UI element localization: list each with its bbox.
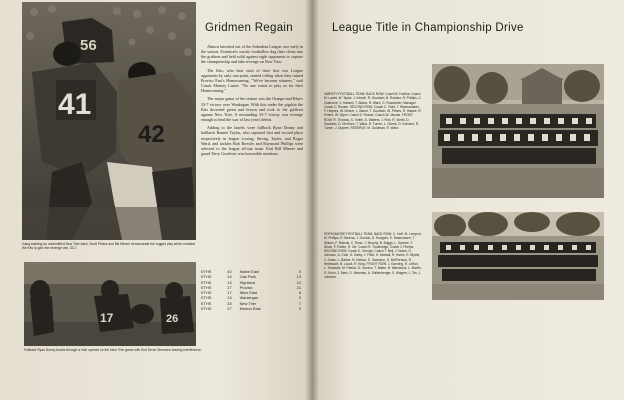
team-label: ETHS xyxy=(201,306,212,312)
article-paragraph: The Kits, who beat each of their first two League opponents by only one point, started rolling when they ruined Proviso East's Homecoming. "We've become winners," said Coach Murney Lazier. "No one wants to play us for their Homecoming." xyxy=(201,67,303,94)
eths-score: 27 xyxy=(227,284,232,290)
svg-text:41: 41 xyxy=(58,88,92,121)
eths-score: 27 xyxy=(227,306,232,312)
varsity-team-photo-image xyxy=(432,64,604,198)
team-label: ETHS xyxy=(201,290,212,296)
opponent-name: Oak Park xyxy=(239,274,256,280)
main-photo-caption: Gang-tackling an unidentified New Trier back, Scott Peters and Bill Mineer demonstrate the rugged play which enabled the Kits to gain the revenge win, 33-7. xyxy=(22,242,195,251)
right-page xyxy=(312,0,624,400)
eths-score: 17 xyxy=(227,290,232,296)
eths-score: 14 xyxy=(227,274,232,280)
opponent-score: 0 xyxy=(298,295,301,301)
article-paragraph: Almost knocked out of the Suburban League race early in the season, Evanston's varsity footballers dug their cleats into the gridiron and held solid against eight opponents to capture the championship and take revenge on New Trier. xyxy=(201,44,303,65)
opponent-name: Highland xyxy=(239,279,255,285)
opponent-name: Niles East xyxy=(239,290,258,296)
opponent-name: Waukegan xyxy=(239,295,259,301)
varsity-roster-text: VARSITY FOOTBALL TEAM: BACK ROW: Coach B. Hurlbut, Coach M. Lazier, M. Taylor, J. Kinsell, R. Goodwin, B. Roesler, R. Phillips, C. Claiborne, V. Haskell, T. Atkins, R. Ward, G. Rossmeier, Manager. Coach C. Rosser. SECOND ROW: Coach C. Todd, T. Wannamaker, F. Haynes, W. Mineer, L. Bauer, T. Goodwin, W. Peters, R. Hassie, R. Peters, W. Wynn, Coach D. Rosser, Coach W. Jacobs. FRONT ROW: R. Thomas, S. Smith, D. Walters, J. Fink, R. Smith, D. Gosselin, G. McGhee, T. Ward, R. Turner, L. Cheek, D. Gorrand, R. Turner, J. Dupree. RESERVE: M. Goldman, R. Ward. xyxy=(324,92,422,131)
opponent-name: Proviso xyxy=(239,284,253,290)
team-label: ETHS xyxy=(201,284,212,290)
main-action-photo-image xyxy=(22,2,196,240)
season-scores-table xyxy=(201,270,301,312)
opponent-name: New Trier xyxy=(239,300,257,306)
page-headline-right: League Title in Championship Drive xyxy=(332,22,524,34)
sophomore-team-photo-image xyxy=(432,212,604,300)
book-gutter xyxy=(305,0,319,400)
team-label: ETHS xyxy=(201,295,212,301)
article-paragraph: Adding to the laurels were fullback Ryan Donny and halfback Ronnie Taylor, who captured first and second place respectively in league scoring. Strong, Taylor, and Roger Ward, and tackles Bob Roesler and Raymond Phillips were selected to the league all-star team. End Bill Mineer and guard Terry Goodwin won honorable mentions. xyxy=(201,125,303,156)
eths-score: 40 xyxy=(227,269,232,274)
eths-score: 13 xyxy=(227,295,232,301)
fullback-photo-caption: Fullback Ryan Donny bursts through a hole opened on the New Trier game with End Devin Simmons leading interference. xyxy=(24,348,202,352)
opponent-score: 21 xyxy=(296,284,301,290)
opponent-score: 6 xyxy=(298,290,301,296)
article-body xyxy=(201,44,303,159)
opponent-score: 0 xyxy=(298,269,301,274)
opponent-score: 13 xyxy=(296,274,301,280)
eths-score: 13 xyxy=(227,279,232,285)
eths-score: 33 xyxy=(227,300,232,306)
svg-text:26: 26 xyxy=(166,313,179,325)
opponent-name: Morton East xyxy=(239,306,261,312)
team-label: ETHS xyxy=(201,279,212,285)
fullback-run-photo xyxy=(24,262,196,346)
sophomore-team-photo xyxy=(432,212,604,300)
svg-text:42: 42 xyxy=(138,121,165,148)
opponent-name: Maine East xyxy=(239,269,260,274)
page-headline-left: Gridmen Regain xyxy=(205,22,293,34)
svg-text:17: 17 xyxy=(100,311,114,325)
team-label: ETHS xyxy=(201,269,212,274)
fullback-run-photo-image xyxy=(24,262,196,346)
svg-text:56: 56 xyxy=(80,37,97,54)
article-paragraph: The major game of the season was the Orange-and-Blue's 33-7 victory over Waukegan. With this under the pigskin the Kits drowned green and brown and took to the gridiron against New Trier. A resounding 33-7 victory was revenge enough to heal the scar of last year's defeat. xyxy=(201,96,303,123)
opponent-score: 7 xyxy=(298,300,301,306)
varsity-team-photo xyxy=(432,64,604,198)
opponent-score: 0 xyxy=(298,306,301,312)
main-action-photo xyxy=(22,2,196,240)
team-label: ETHS xyxy=(201,300,212,306)
score-row xyxy=(201,307,301,312)
opponent-score: 12 xyxy=(296,279,301,285)
sophomore-roster-text: SOPHOMORE FOOTBALL TEAM: BACK ROW: C. Hoff, M. Lempert, M. Phillips, R. Bednar, J. Gordon, D. Rodgers, E. Rasmussen, T. Wilson, F. Nichols, C. Rose, J. Murphy, B. Briggs, L. Spence, F. Stock, F. Farlee, R. Orr, Coach R. Trowbridge, Coach J. Phelps. SECOND ROW: Coach E. George, Coach T. Bell, J. Nolan, G. Johnson, A. Cole, G. Dalby, J. Field, S. Kimball, R. Harris, R. Blythe, J. Jones, L. Barker, N. Delson, E. Swanson, D. McPherson, R. Heimbach, B. Lauck, R. King. FRONT ROW: J. Dunning, R. Lefton, L. Tomasek, M. Patrick, D. Gordon, T. Batter, B. Weinstock, L. Martin, G. Kuhn, J. Metz, D. Newman, A. Shillenberger, S. Wagner, L. Tec, L. Johnson. xyxy=(324,232,422,279)
team-label: ETHS xyxy=(201,274,212,280)
